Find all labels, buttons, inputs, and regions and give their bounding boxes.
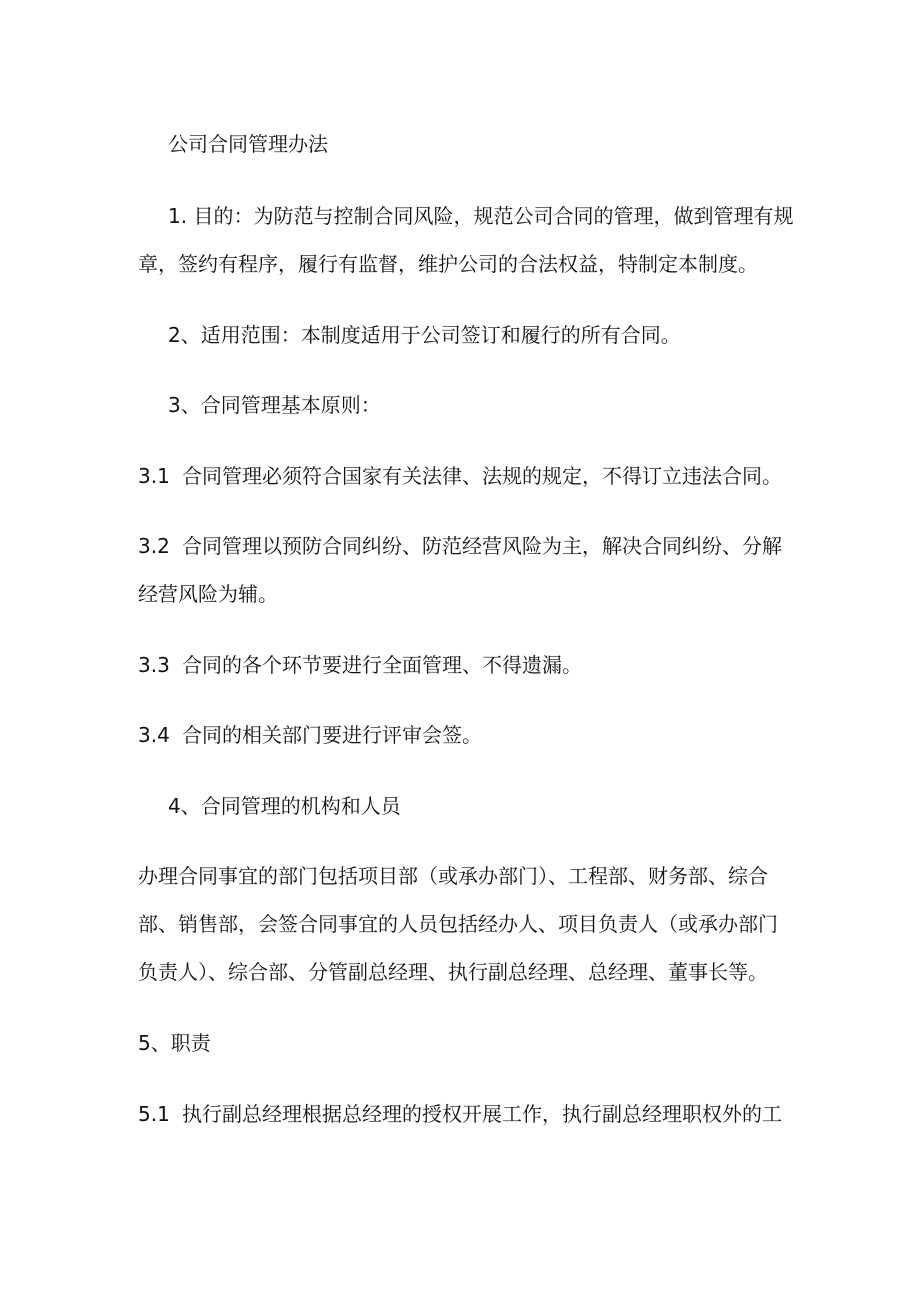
section-4-body-line-1: 办理合同事宜的部门包括项目部（或承办部门）、工程部、财务部、综合 — [138, 864, 768, 888]
section-1-line-1: 1. 目的：为防范与控制合同风险，规范公司合同的管理，做到管理有规 — [168, 204, 794, 228]
section-number: 5.1 — [138, 1102, 170, 1126]
section-1-line-2: 章，签约有程序，履行有监督，维护公司的合法权益，特制定本制度。 — [138, 252, 758, 276]
section-number: 3.2 — [138, 534, 170, 558]
section-4-body-line-3: 负责人）、综合部、分管副总经理、执行副总经理、总经理、董事长等。 — [138, 960, 768, 984]
section-5-1 — [138, 1096, 788, 1133]
document-title: 公司合同管理办法 — [168, 132, 328, 156]
section-text: 合同的相关部门要进行评审会签。 — [182, 723, 482, 747]
section-text: 合同管理以预防合同纠纷、防范经营风险为主，解决合同纠纷、分解 — [182, 534, 782, 558]
section-number: 3.1 — [138, 464, 170, 488]
section-3-4 — [138, 717, 788, 754]
section-text: 合同的各个环节要进行全面管理、不得遗漏。 — [182, 653, 582, 677]
section-text: 执行副总经理根据总经理的授权开展工作，执行副总经理职权外的工 — [182, 1102, 782, 1126]
section-3-1 — [138, 458, 788, 495]
section-text: 合同管理必须符合国家有关法律、法规的规定，不得订立违法合同。 — [182, 464, 782, 488]
section-3-2-line-2: 经营风险为辅。 — [138, 582, 278, 606]
section-number: 3.4 — [138, 723, 170, 747]
section-3-3 — [138, 647, 788, 684]
section-3-heading: 3、合同管理基本原则： — [168, 393, 381, 417]
section-4-body-line-2: 部、销售部，会签合同事宜的人员包括经办人、项目负责人（或承办部门 — [138, 912, 778, 936]
section-3-2-line-1 — [138, 528, 788, 565]
section-4-heading: 4、合同管理的机构和人员 — [168, 794, 401, 818]
section-2-line-1: 2、适用范围：本制度适用于公司签订和履行的所有合同。 — [168, 323, 681, 347]
section-5-heading: 5、职责 — [138, 1031, 211, 1055]
section-number: 3.3 — [138, 653, 170, 677]
